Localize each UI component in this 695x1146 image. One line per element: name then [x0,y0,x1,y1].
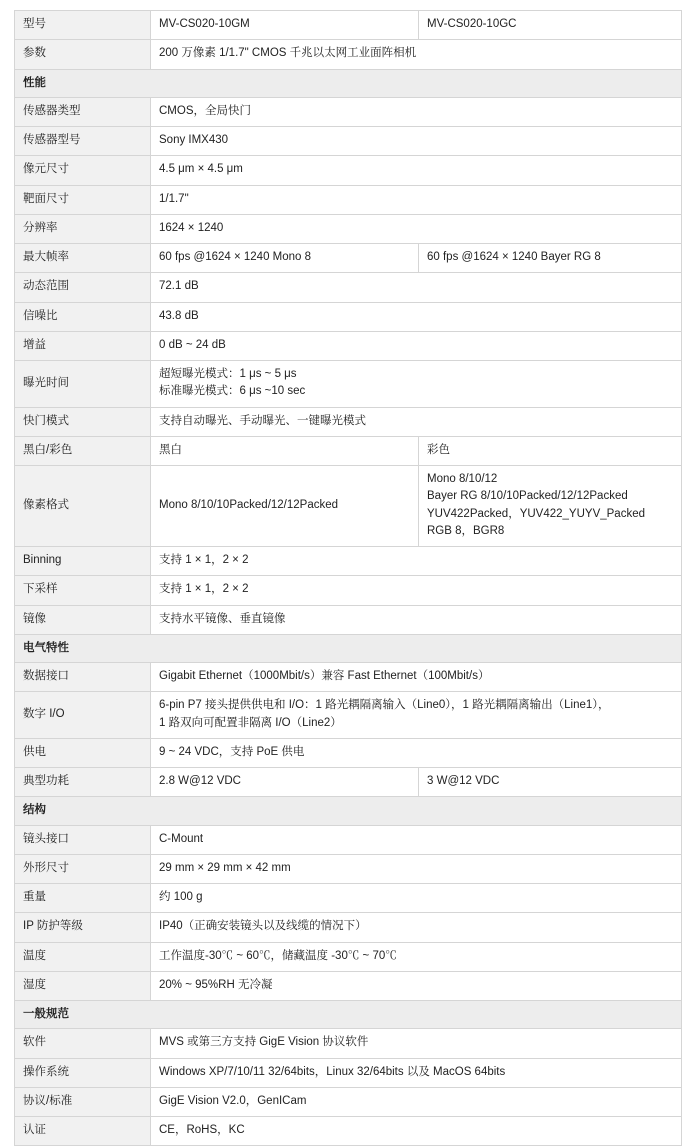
row-value: 29 mm × 29 mm × 42 mm [151,854,682,883]
row-value-mono: 2.8 W@12 VDC [151,768,419,797]
row-value: 支持 1 × 1，2 × 2 [151,576,682,605]
cell-line: 6-pin P7 接头提供供电和 I/O：1 路光耦隔离输入（Line0），1 路光耦隔离输出（Line1）， [159,699,610,712]
cell-line: RGB 8，BGR8 [427,524,505,537]
row-value: 4.5 μm × 4.5 μm [151,156,682,185]
section-title: 电气特性 [15,634,682,662]
row-label: 动态范围 [15,273,151,302]
row-label: IP 防护等级 [15,913,151,942]
cell-line: YUV422Packed，YUV422_YUYV_Packed [427,507,645,520]
row-label: 温度 [15,942,151,971]
row-label: 增益 [15,331,151,360]
row-value: 200 万像素 1/1.7" CMOS 千兆以太网工业面阵相机 [151,40,682,69]
row-value: 约 100 g [151,884,682,913]
table-row [15,1117,682,1146]
row-value-color: 60 fps @1624 × 1240 Bayer RG 8 [419,244,682,273]
table-row [15,97,682,126]
table-row [15,185,682,214]
row-label: 参数 [15,40,151,69]
row-value-color [419,466,682,547]
table-row [15,605,682,634]
row-value [151,361,682,408]
row-value-mono: Mono 8/10/10Packed/12/12Packed [151,466,419,547]
row-value: 工作温度-30℃ ~ 60℃，储藏温度 -30℃ ~ 70℃ [151,942,682,971]
table-row [15,302,682,331]
section-title: 性能 [15,69,682,97]
cell-line: Bayer RG 8/10/10Packed/12/12Packed [427,490,628,503]
row-label: 像素格式 [15,466,151,547]
table-row [15,547,682,576]
top-spacer [0,0,695,4]
row-label: 镜像 [15,605,151,634]
cell-line: Mono 8/10/12 [427,473,498,485]
cell-line: 超短曝光模式：1 μs ~ 5 μs [159,368,297,380]
row-value: MVS 或第三方支持 GigE Vision 协议软件 [151,1029,682,1058]
table-row [15,942,682,971]
row-label: 信噪比 [15,302,151,331]
table-row [15,663,682,692]
table-row [15,971,682,1000]
table-row [15,1058,682,1087]
row-label: 操作系统 [15,1058,151,1087]
row-value: GigE Vision V2.0，GenICam [151,1087,682,1116]
row-value: 72.1 dB [151,273,682,302]
table-row [15,127,682,156]
table-row [15,825,682,854]
row-value-mono: 黑白 [151,436,419,465]
table-row [15,407,682,436]
section-title: 结构 [15,797,682,825]
row-label: 典型功耗 [15,768,151,797]
row-label: 外形尺寸 [15,854,151,883]
row-label: 湿度 [15,971,151,1000]
row-value: 20% ~ 95%RH 无冷凝 [151,971,682,1000]
row-label: 靶面尺寸 [15,185,151,214]
table-section-header [15,69,682,97]
row-label: 下采样 [15,576,151,605]
table-row [15,884,682,913]
section-title: 一般规范 [15,1001,682,1029]
table-row [15,156,682,185]
row-label: 镜头接口 [15,825,151,854]
row-value: 1624 × 1240 [151,214,682,243]
table-row [15,214,682,243]
row-label: 软件 [15,1029,151,1058]
table-row [15,244,682,273]
table-row [15,854,682,883]
table-row [15,331,682,360]
table-section-header [15,1001,682,1029]
row-value: 43.8 dB [151,302,682,331]
row-value: 9 ~ 24 VDC，支持 PoE 供电 [151,738,682,767]
row-value: 0 dB ~ 24 dB [151,331,682,360]
row-value: IP40（正确安装镜头以及线缆的情况下） [151,913,682,942]
row-label: 曝光时间 [15,361,151,408]
row-label: 像元尺寸 [15,156,151,185]
row-label: Binning [15,547,151,576]
table-row [15,466,682,547]
row-value: 支持 1 × 1，2 × 2 [151,547,682,576]
table-row [15,1029,682,1058]
table-row-header [15,11,682,40]
row-label: 重量 [15,884,151,913]
specification-table [14,10,682,1146]
row-label: 分辨率 [15,214,151,243]
row-value: 1/1.7" [151,185,682,214]
table-row [15,576,682,605]
row-label: 数据接口 [15,663,151,692]
row-value: 支持水平镜像、垂直镜像 [151,605,682,634]
row-value: 支持自动曝光、手动曝光、一键曝光模式 [151,407,682,436]
row-value: CE，RoHS，KC [151,1117,682,1146]
row-value: Sony IMX430 [151,127,682,156]
table-row [15,738,682,767]
table-row-parameters [15,40,682,69]
row-value: Windows XP/7/10/11 32/64bits，Linux 32/64bits 以及 MacOS 64bits [151,1058,682,1087]
row-label: 黑白/彩色 [15,436,151,465]
header-model-mono: MV-CS020-10GM [151,11,419,40]
table-section-header [15,797,682,825]
row-value: CMOS，全局快门 [151,97,682,126]
row-value-color: 3 W@12 VDC [419,768,682,797]
table-row [15,768,682,797]
cell-line: 1 路双向可配置非隔离 I/O（Line2） [159,716,342,729]
row-label: 传感器型号 [15,127,151,156]
row-label: 快门模式 [15,407,151,436]
row-value: Gigabit Ethernet（1000Mbit/s）兼容 Fast Ethernet（100Mbit/s） [151,663,682,692]
cell-line: 标准曝光模式：6 μs ~10 sec [159,385,306,398]
table-row [15,361,682,408]
row-value [151,692,682,739]
table-row [15,692,682,739]
row-label: 认证 [15,1117,151,1146]
header-label: 型号 [15,11,151,40]
row-value-color: 彩色 [419,436,682,465]
row-value-mono: 60 fps @1624 × 1240 Mono 8 [151,244,419,273]
table-row [15,436,682,465]
row-label: 传感器类型 [15,97,151,126]
row-label: 数字 I/O [15,692,151,739]
table-section-header [15,634,682,662]
table-row [15,913,682,942]
row-label: 最大帧率 [15,244,151,273]
header-model-color: MV-CS020-10GC [419,11,682,40]
row-value: C-Mount [151,825,682,854]
row-label: 协议/标准 [15,1087,151,1116]
table-row [15,273,682,302]
table-row [15,1087,682,1116]
row-label: 供电 [15,738,151,767]
